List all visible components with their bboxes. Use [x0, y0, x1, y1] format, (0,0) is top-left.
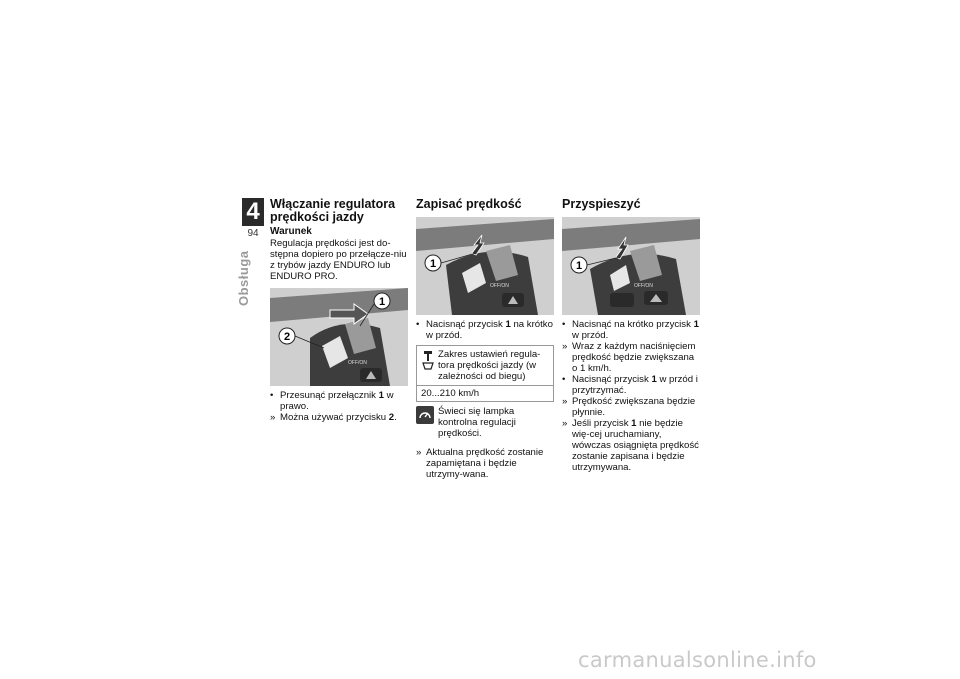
- handlebar-switch-photo-2: [416, 217, 554, 315]
- callout-2: 2: [283, 331, 291, 343]
- condition-heading: Warunek: [270, 226, 312, 237]
- callout-1: 1: [378, 296, 386, 308]
- gauge-icon: [421, 349, 435, 371]
- switch-label: OFF/ON: [490, 283, 509, 289]
- callout-1: 1: [575, 260, 583, 272]
- step-item: • Nacisnąć na krótko przycisk 1 w przód.: [562, 319, 699, 341]
- section-title: Zapisać prędkość: [416, 197, 522, 211]
- range-description: Zakres ustawień regula-tora prędkości jazdy (w zależności od biegu): [438, 349, 541, 382]
- cruise-indicator-icon: [416, 406, 434, 424]
- watermark: carmanualsonline.info: [578, 648, 817, 672]
- column-enable-cruise: [270, 198, 408, 423]
- switch-label: OFF/ON: [634, 283, 653, 289]
- chapter-number: 4: [242, 198, 264, 226]
- result-item: » Aktualna prędkość zostanie zapamiętana i będzie utrzymy-wana.: [416, 447, 544, 480]
- column-save-speed: [416, 198, 554, 480]
- result-item: » Prędkość zwiększana będzie płynnie.: [562, 396, 696, 418]
- column-accelerate: [562, 198, 700, 473]
- switch-label: OFF/ON: [348, 360, 367, 366]
- page-number: 94: [247, 228, 259, 239]
- handlebar-switch-photo-3: [562, 217, 700, 315]
- result-item: » Wraz z każdym naciśnięciem prędkość będzie zwiększana o 1 km/h.: [562, 341, 696, 374]
- section-title: Włączanie regulatora prędkości jazdy: [270, 197, 396, 224]
- range-value: 20...210 km/h: [417, 385, 553, 401]
- section-label: Obsługa: [236, 250, 251, 306]
- step-item: • Nacisnąć przycisk 1 w przód i przytrzymać.: [562, 374, 698, 396]
- handlebar-switch-photo-1: [270, 288, 408, 386]
- speed-range-table: [416, 345, 554, 402]
- indicator-text: Świeci się lampka kontrolna regulacji prędkości.: [438, 406, 516, 439]
- condition-text: Regulacja prędkości jest do-stępna dopiero po przełącze-niu z trybów jazdy ENDURO lub ENDURO PRO.: [270, 238, 407, 282]
- section-title: Przyspieszyć: [562, 197, 641, 211]
- step-item: • Przesunąć przełącznik 1 w prawo.: [270, 390, 394, 412]
- callout-1: 1: [429, 258, 437, 270]
- result-item: » Można używać przycisku 2.: [270, 412, 397, 423]
- step-item: • Nacisnąć przycisk 1 na krótko w przód.: [416, 319, 553, 341]
- result-item: » Jeśli przycisk 1 nie będzie wię-cej uruchamiany, wówczas osiągnięta prędkość zostanie zapisana i będzie utrzymywana.: [562, 418, 699, 473]
